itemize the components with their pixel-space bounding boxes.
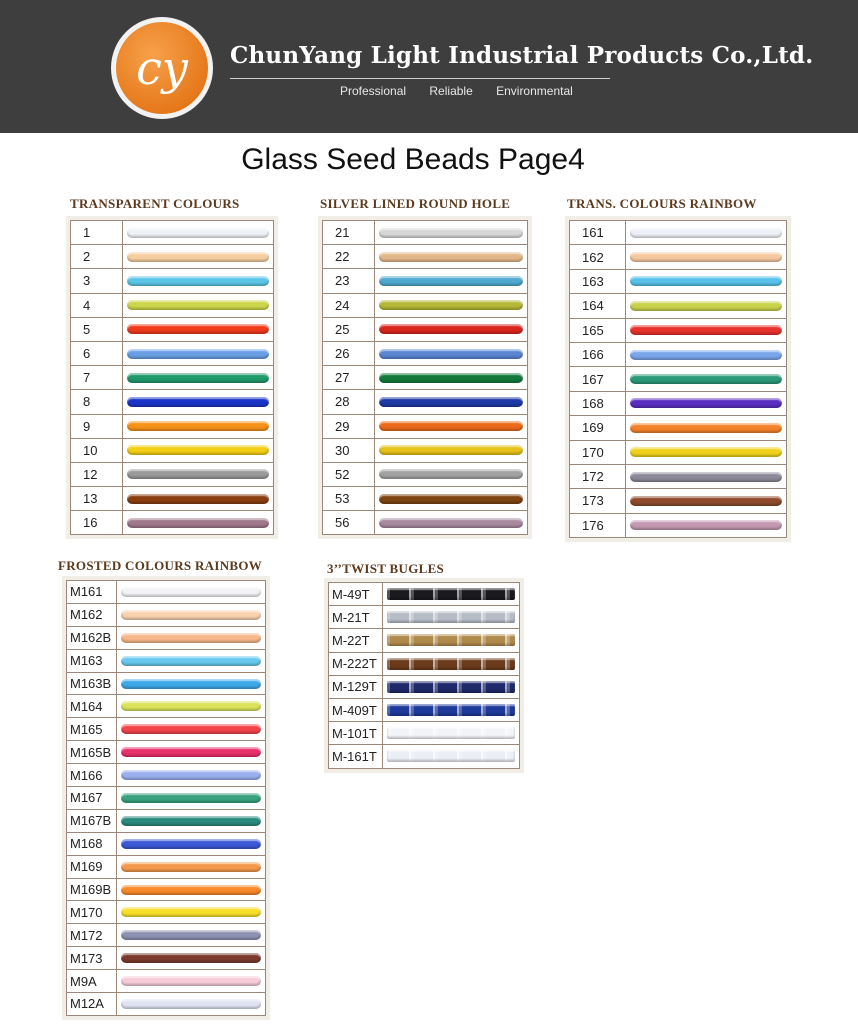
swatch-row <box>71 317 274 341</box>
logo-mark: cy <box>116 22 208 114</box>
bead-swatch <box>630 447 782 457</box>
bead-strip-cell <box>375 269 528 293</box>
swatch-table <box>322 220 528 535</box>
bead-code: M169B <box>67 878 117 901</box>
bead-code: M165B <box>67 741 117 764</box>
bead-strip-cell <box>117 947 266 970</box>
bead-code: 167 <box>570 367 626 391</box>
swatch-row <box>67 855 266 878</box>
swatch-row <box>323 366 528 390</box>
bead-strip-cell <box>123 221 274 245</box>
swatch-row <box>67 741 266 764</box>
swatch-table <box>328 582 520 769</box>
bead-strip-cell <box>375 438 528 462</box>
swatch-row <box>570 318 787 342</box>
bead-code: 173 <box>570 489 626 513</box>
bead-code: 27 <box>323 366 375 390</box>
bead-code: M161 <box>67 581 117 604</box>
bead-swatch <box>127 518 269 528</box>
bead-strip-cell <box>383 745 520 768</box>
swatch-row <box>71 366 274 390</box>
bead-strip-cell <box>375 462 528 486</box>
bead-swatch <box>121 587 261 597</box>
swatch-row <box>329 698 520 721</box>
bead-strip-cell <box>117 993 266 1016</box>
bead-swatch <box>387 727 515 739</box>
bead-code: M-21T <box>329 606 383 629</box>
tagline <box>340 84 593 98</box>
bead-code: M166 <box>67 764 117 787</box>
bead-swatch <box>127 494 269 504</box>
bead-code: M162 <box>67 603 117 626</box>
bead-code: 4 <box>71 293 123 317</box>
bead-code: M-161T <box>329 745 383 768</box>
bead-code: 163 <box>570 269 626 293</box>
swatch-row <box>570 245 787 269</box>
swatch-row <box>323 390 528 414</box>
bead-code: M-49T <box>329 583 383 606</box>
bead-strip-cell <box>375 366 528 390</box>
bead-code: 24 <box>323 293 375 317</box>
bead-strip-cell <box>626 440 787 464</box>
bead-code: 28 <box>323 390 375 414</box>
bead-code: 30 <box>323 438 375 462</box>
company-name: ChunYang Light Industrial Products Co.,Ltd. <box>230 42 814 69</box>
bead-code: 172 <box>570 464 626 488</box>
bead-code: 16 <box>71 511 123 535</box>
bead-swatch <box>127 252 269 262</box>
swatch-row <box>570 416 787 440</box>
bead-swatch <box>379 494 523 504</box>
header-divider <box>230 78 610 79</box>
bead-strip-cell <box>123 245 274 269</box>
tagline-reliable: Reliable <box>429 84 473 98</box>
bead-strip-cell <box>123 366 274 390</box>
bead-code: 25 <box>323 317 375 341</box>
swatch-row <box>67 947 266 970</box>
swatch-table <box>70 220 274 535</box>
bead-swatch <box>121 724 261 734</box>
bead-code: M168 <box>67 832 117 855</box>
bead-swatch <box>121 610 261 620</box>
bead-strip-cell <box>123 341 274 365</box>
swatch-row <box>67 832 266 855</box>
swatch-row <box>570 342 787 366</box>
swatch-row <box>71 487 274 511</box>
bead-strip-cell <box>123 511 274 535</box>
bead-strip-cell <box>383 606 520 629</box>
swatch-row <box>67 924 266 947</box>
bead-code: 1 <box>71 221 123 245</box>
bead-code: M-222T <box>329 652 383 675</box>
section-title-transparent: TRANSPARENT COLOURS <box>70 196 240 211</box>
bead-strip-cell <box>123 293 274 317</box>
bead-code: 176 <box>570 513 626 537</box>
swatch-row <box>329 722 520 745</box>
bead-code: 169 <box>570 416 626 440</box>
section-title-trans-rainbow: TRANS. COLOURS RAINBOW <box>567 196 757 211</box>
bead-swatch <box>387 681 515 693</box>
bead-code: M12A <box>67 993 117 1016</box>
swatch-row <box>570 391 787 415</box>
bead-code: 23 <box>323 269 375 293</box>
bead-strip-cell <box>117 855 266 878</box>
bead-code: M165 <box>67 718 117 741</box>
bead-strip-cell <box>117 924 266 947</box>
bead-strip-cell <box>117 878 266 901</box>
bead-swatch <box>630 496 782 506</box>
swatch-row <box>570 221 787 245</box>
swatch-row <box>323 269 528 293</box>
bead-code: 5 <box>71 317 123 341</box>
bead-swatch <box>379 469 523 479</box>
bead-swatch <box>379 421 523 431</box>
bead-swatch <box>379 445 523 455</box>
swatch-row <box>71 511 274 535</box>
bead-strip-cell <box>626 342 787 366</box>
bead-code: 2 <box>71 245 123 269</box>
bead-swatch <box>387 588 515 600</box>
bead-strip-cell <box>383 629 520 652</box>
bead-code: M9A <box>67 970 117 993</box>
bead-swatch <box>121 976 261 986</box>
bead-code: 12 <box>71 462 123 486</box>
header-banner <box>0 0 858 133</box>
swatch-row <box>329 583 520 606</box>
bead-code: 170 <box>570 440 626 464</box>
bead-swatch <box>127 397 269 407</box>
bead-swatch <box>121 816 261 826</box>
swatch-card-transparent <box>66 216 278 539</box>
bead-code: 53 <box>323 487 375 511</box>
swatch-row <box>71 269 274 293</box>
bead-code: M162B <box>67 626 117 649</box>
swatch-row <box>71 341 274 365</box>
bead-code: 26 <box>323 341 375 365</box>
bead-swatch <box>127 300 269 310</box>
bead-swatch <box>379 300 523 310</box>
swatch-row <box>570 269 787 293</box>
bead-strip-cell <box>123 462 274 486</box>
bead-strip-cell <box>117 672 266 695</box>
bead-strip-cell <box>117 970 266 993</box>
swatch-row <box>67 649 266 672</box>
bead-code: 22 <box>323 245 375 269</box>
section-title-twist-bugles: 3’’TWIST BUGLES <box>327 561 445 576</box>
bead-swatch <box>379 324 523 334</box>
bead-swatch <box>379 349 523 359</box>
bead-swatch <box>630 228 782 238</box>
bead-code: 7 <box>71 366 123 390</box>
bead-code: M163B <box>67 672 117 695</box>
section-title-silver-lined: SILVER LINED ROUND HOLE <box>320 196 511 211</box>
bead-code: M-101T <box>329 722 383 745</box>
bead-code: M163 <box>67 649 117 672</box>
swatch-row <box>323 438 528 462</box>
bead-swatch <box>379 252 523 262</box>
bead-swatch <box>379 276 523 286</box>
bead-code: 13 <box>71 487 123 511</box>
swatch-row <box>570 294 787 318</box>
bead-code: M164 <box>67 695 117 718</box>
bead-strip-cell <box>626 318 787 342</box>
bead-swatch <box>387 704 515 716</box>
bead-strip-cell <box>123 438 274 462</box>
swatch-row <box>67 764 266 787</box>
bead-strip-cell <box>375 414 528 438</box>
swatch-table <box>66 580 266 1016</box>
swatch-row <box>329 675 520 698</box>
bead-code: M-22T <box>329 629 383 652</box>
bead-strip-cell <box>375 221 528 245</box>
bead-strip-cell <box>117 901 266 924</box>
swatch-row <box>323 487 528 511</box>
bead-code: M167B <box>67 809 117 832</box>
swatch-row <box>329 745 520 768</box>
bead-strip-cell <box>626 416 787 440</box>
bead-strip-cell <box>375 293 528 317</box>
bead-swatch <box>121 770 261 780</box>
swatch-row <box>67 695 266 718</box>
bead-code: 10 <box>71 438 123 462</box>
bead-code: 56 <box>323 511 375 535</box>
bead-strip-cell <box>626 294 787 318</box>
bead-strip-cell <box>117 787 266 810</box>
bead-code: 165 <box>570 318 626 342</box>
bead-code: 3 <box>71 269 123 293</box>
swatch-row <box>67 581 266 604</box>
bead-swatch <box>630 472 782 482</box>
bead-strip-cell <box>383 583 520 606</box>
bead-strip-cell <box>626 367 787 391</box>
bead-code: 6 <box>71 341 123 365</box>
bead-strip-cell <box>117 741 266 764</box>
company-logo <box>111 17 213 119</box>
bead-swatch <box>121 679 261 689</box>
bead-swatch <box>127 276 269 286</box>
bead-strip-cell <box>123 390 274 414</box>
swatch-row <box>570 513 787 537</box>
bead-strip-cell <box>626 221 787 245</box>
bead-swatch <box>630 423 782 433</box>
bead-strip-cell <box>117 764 266 787</box>
bead-code: M173 <box>67 947 117 970</box>
swatch-row <box>570 464 787 488</box>
swatch-row <box>329 652 520 675</box>
bead-strip-cell <box>123 487 274 511</box>
bead-code: 166 <box>570 342 626 366</box>
swatch-row <box>67 901 266 924</box>
bead-strip-cell <box>375 341 528 365</box>
swatch-row <box>67 672 266 695</box>
swatch-card-frosted-rainbow <box>62 576 270 1020</box>
bead-swatch <box>121 907 261 917</box>
bead-swatch <box>379 373 523 383</box>
bead-strip-cell <box>123 317 274 341</box>
bead-code: 52 <box>323 462 375 486</box>
bead-swatch <box>379 397 523 407</box>
bead-swatch <box>630 520 782 530</box>
bead-strip-cell <box>123 269 274 293</box>
bead-swatch <box>121 747 261 757</box>
bead-code: 9 <box>71 414 123 438</box>
bead-swatch <box>630 325 782 335</box>
section-title-frosted-rainbow: FROSTED COLOURS RAINBOW <box>58 558 263 573</box>
swatch-row <box>67 878 266 901</box>
swatch-row <box>323 511 528 535</box>
swatch-row <box>323 341 528 365</box>
bead-strip-cell <box>626 269 787 293</box>
swatch-row <box>67 626 266 649</box>
bead-strip-cell <box>383 675 520 698</box>
swatch-row <box>329 606 520 629</box>
bead-strip-cell <box>383 722 520 745</box>
bead-code: 161 <box>570 221 626 245</box>
bead-strip-cell <box>626 464 787 488</box>
bead-strip-cell <box>117 695 266 718</box>
page-title: Glass Seed Beads Page4 <box>241 143 585 176</box>
bead-swatch <box>121 793 261 803</box>
bead-swatch <box>127 373 269 383</box>
swatch-row <box>71 438 274 462</box>
bead-strip-cell <box>626 245 787 269</box>
swatch-card-trans-rainbow <box>565 216 791 542</box>
bead-swatch <box>630 276 782 286</box>
bead-code: 21 <box>323 221 375 245</box>
bead-swatch <box>121 953 261 963</box>
bead-swatch <box>127 228 269 238</box>
bead-strip-cell <box>383 652 520 675</box>
bead-code: 8 <box>71 390 123 414</box>
swatch-row <box>67 993 266 1016</box>
bead-strip-cell <box>375 245 528 269</box>
bead-swatch <box>379 518 523 528</box>
bead-code: 29 <box>323 414 375 438</box>
bead-swatch <box>127 445 269 455</box>
swatch-row <box>323 221 528 245</box>
bead-swatch <box>630 374 782 384</box>
tagline-environmental: Environmental <box>496 84 573 98</box>
bead-strip-cell <box>117 626 266 649</box>
bead-swatch <box>630 252 782 262</box>
bead-strip-cell <box>626 489 787 513</box>
bead-swatch <box>127 349 269 359</box>
bead-swatch <box>121 999 261 1009</box>
swatch-row <box>67 603 266 626</box>
swatch-card-twist-bugles <box>324 578 524 773</box>
swatch-row <box>71 245 274 269</box>
bead-swatch <box>387 658 515 670</box>
bead-swatch <box>121 885 261 895</box>
bead-strip-cell <box>375 487 528 511</box>
bead-swatch <box>121 862 261 872</box>
bead-swatch <box>630 350 782 360</box>
swatch-table <box>569 220 787 538</box>
bead-code: 162 <box>570 245 626 269</box>
swatch-row <box>71 462 274 486</box>
swatch-row <box>323 245 528 269</box>
bead-swatch <box>127 421 269 431</box>
tagline-professional: Professional <box>340 84 407 98</box>
bead-swatch <box>387 611 515 623</box>
bead-code: 164 <box>570 294 626 318</box>
bead-strip-cell <box>117 718 266 741</box>
bead-swatch <box>121 839 261 849</box>
swatch-row <box>67 787 266 810</box>
bead-swatch <box>121 656 261 666</box>
bead-strip-cell <box>375 511 528 535</box>
swatch-row <box>323 317 528 341</box>
swatch-row <box>71 293 274 317</box>
bead-swatch <box>387 634 515 646</box>
bead-swatch <box>379 228 523 238</box>
bead-strip-cell <box>375 317 528 341</box>
bead-swatch <box>127 469 269 479</box>
bead-code: M172 <box>67 924 117 947</box>
swatch-row <box>570 440 787 464</box>
bead-strip-cell <box>375 390 528 414</box>
bead-swatch <box>121 633 261 643</box>
swatch-card-silver-lined <box>318 216 532 539</box>
swatch-row <box>71 414 274 438</box>
bead-code: M-129T <box>329 675 383 698</box>
swatch-row <box>323 414 528 438</box>
swatch-row <box>71 390 274 414</box>
bead-swatch <box>387 750 515 762</box>
bead-strip-cell <box>626 391 787 415</box>
bead-swatch <box>121 930 261 940</box>
bead-code: M-409T <box>329 698 383 721</box>
bead-strip-cell <box>123 414 274 438</box>
swatch-row <box>323 293 528 317</box>
swatch-row <box>570 367 787 391</box>
swatch-row <box>67 970 266 993</box>
bead-swatch <box>127 324 269 334</box>
bead-code: M170 <box>67 901 117 924</box>
bead-strip-cell <box>117 809 266 832</box>
bead-code: M167 <box>67 787 117 810</box>
bead-swatch <box>630 301 782 311</box>
swatch-row <box>67 718 266 741</box>
bead-strip-cell <box>383 698 520 721</box>
swatch-row <box>67 809 266 832</box>
swatch-row <box>71 221 274 245</box>
bead-strip-cell <box>117 581 266 604</box>
swatch-row <box>570 489 787 513</box>
bead-code: M169 <box>67 855 117 878</box>
swatch-row <box>323 462 528 486</box>
bead-strip-cell <box>117 832 266 855</box>
bead-swatch <box>121 701 261 711</box>
bead-code: 168 <box>570 391 626 415</box>
bead-swatch <box>630 398 782 408</box>
bead-strip-cell <box>117 649 266 672</box>
bead-strip-cell <box>117 603 266 626</box>
swatch-row <box>329 629 520 652</box>
bead-strip-cell <box>626 513 787 537</box>
